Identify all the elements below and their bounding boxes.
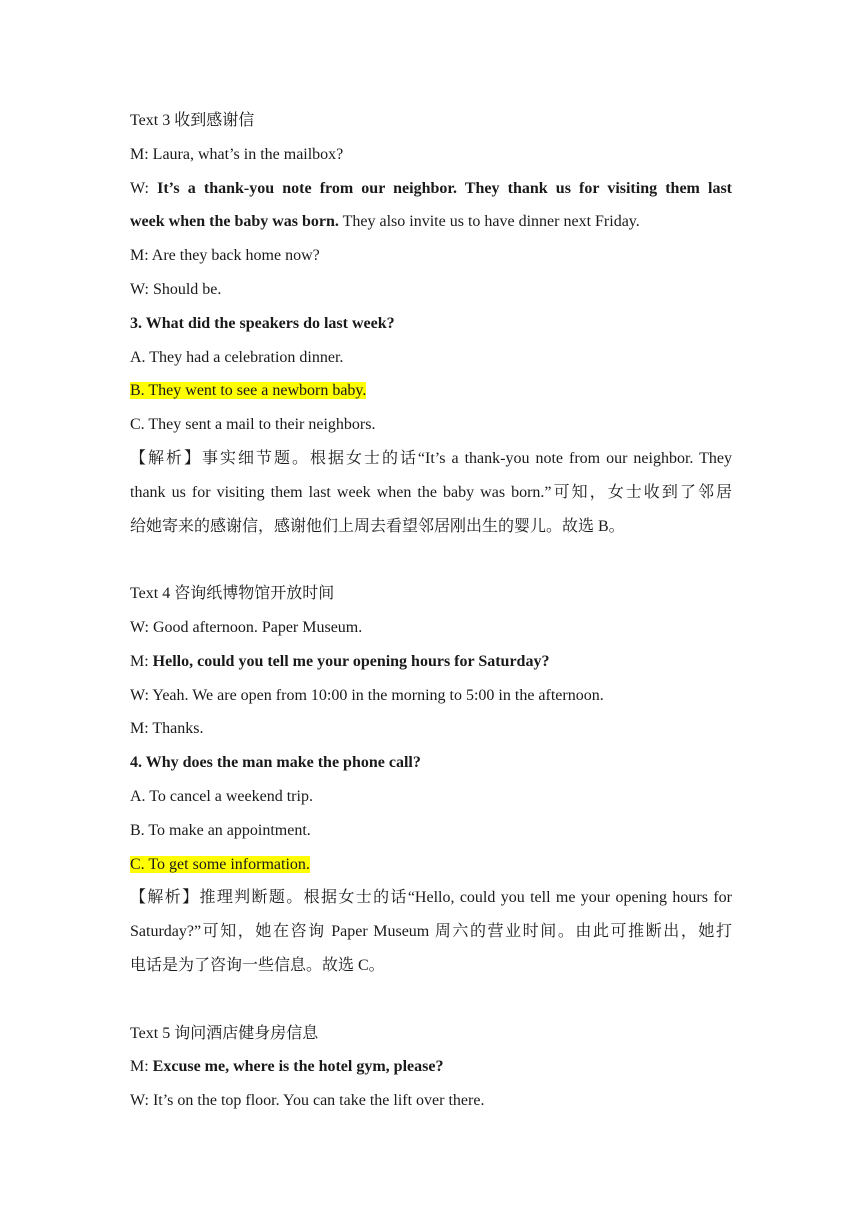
text3-option-c: C. They sent a mail to their neighbors. — [130, 416, 376, 434]
document-content — [130, 104, 732, 1118]
paragraph-gap — [130, 983, 732, 1017]
text4-option-c — [130, 848, 732, 882]
text3-option-b — [130, 374, 732, 408]
text3-dialogue-line-2 — [130, 172, 732, 206]
key-sentence: It’s a thank-you note from our neighbor. They thank us for visiting them last — [157, 179, 733, 197]
key-sentence: Excuse me, where is the hotel gym, please? — [152, 1058, 444, 1076]
text4-header: Text 4 咨询纸博物馆开放时间 — [130, 585, 335, 603]
correct-answer-highlight: B. They went to see a newborn baby. — [130, 382, 367, 400]
text4-analysis-line-2: Saturday?”可知，她在咨询 Paper Museum 周六的营业时间。由此可推断出，她打 — [130, 923, 732, 941]
speaker-prefix: W: — [130, 179, 158, 197]
text4-dialogue-line-4: M: Thanks. — [130, 720, 204, 738]
speaker-prefix: M: — [130, 1058, 153, 1076]
text4-analysis-line-3: 电话是为了咨询一些信息。故选 C。 — [130, 956, 385, 974]
key-sentence: week when the baby was born. — [130, 213, 339, 231]
dialogue-text: They also invite us to have dinner next Friday. — [338, 213, 640, 231]
text5-header: Text 5 询问酒店健身房信息 — [130, 1024, 319, 1042]
text3-option-a: A. They had a celebration dinner. — [130, 348, 344, 366]
text4-option-a: A. To cancel a weekend trip. — [130, 787, 313, 805]
text4-option-b: B. To make an appointment. — [130, 821, 311, 839]
text5-dialogue-line-2: W: It’s on the top floor. You can take the lift over there. — [130, 1092, 485, 1110]
key-sentence: Hello, could you tell me your opening hours for Saturday? — [152, 652, 550, 670]
text5-dialogue-line-1 — [130, 1050, 732, 1084]
text4-question: 4. Why does the man make the phone call? — [130, 754, 421, 772]
text3-dialogue-line-4: M: Are they back home now? — [130, 247, 320, 265]
correct-answer-highlight: C. To get some information. — [130, 855, 310, 873]
text4-analysis-line-1: 【解析】推理判断题。根据女士的话“Hello, could you tell me your opening hours for — [130, 889, 732, 907]
paragraph-gap — [130, 543, 732, 577]
text3-header: Text 3 收到感谢信 — [130, 112, 255, 129]
text4-dialogue-line-1: W: Good afternoon. Paper Museum. — [130, 618, 363, 636]
text3-analysis-line-2: thank us for visiting them last week when the baby was born.”可知，女士收到了邻居 — [130, 483, 732, 501]
text3-analysis-line-3: 给她寄来的感谢信，感谢他们上周去看望邻居刚出生的婴儿。故选 B。 — [130, 517, 625, 535]
text3-dialogue-line-5: W: Should be. — [130, 280, 222, 298]
text4-dialogue-line-3: W: Yeah. We are open from 10:00 in the morning to 5:00 in the afternoon. — [130, 686, 604, 704]
speaker-prefix: M: — [130, 652, 153, 670]
text3-question: 3. What did the speakers do last week? — [130, 314, 395, 332]
text4-dialogue-line-2 — [130, 645, 732, 679]
text3-dialogue-line-1: M: Laura, what’s in the mailbox? — [130, 145, 344, 163]
text3-analysis-line-1: 【解析】事实细节题。根据女士的话“It’s a thank-you note from our neighbor. They — [130, 449, 732, 467]
text3-dialogue-line-3 — [130, 205, 732, 239]
